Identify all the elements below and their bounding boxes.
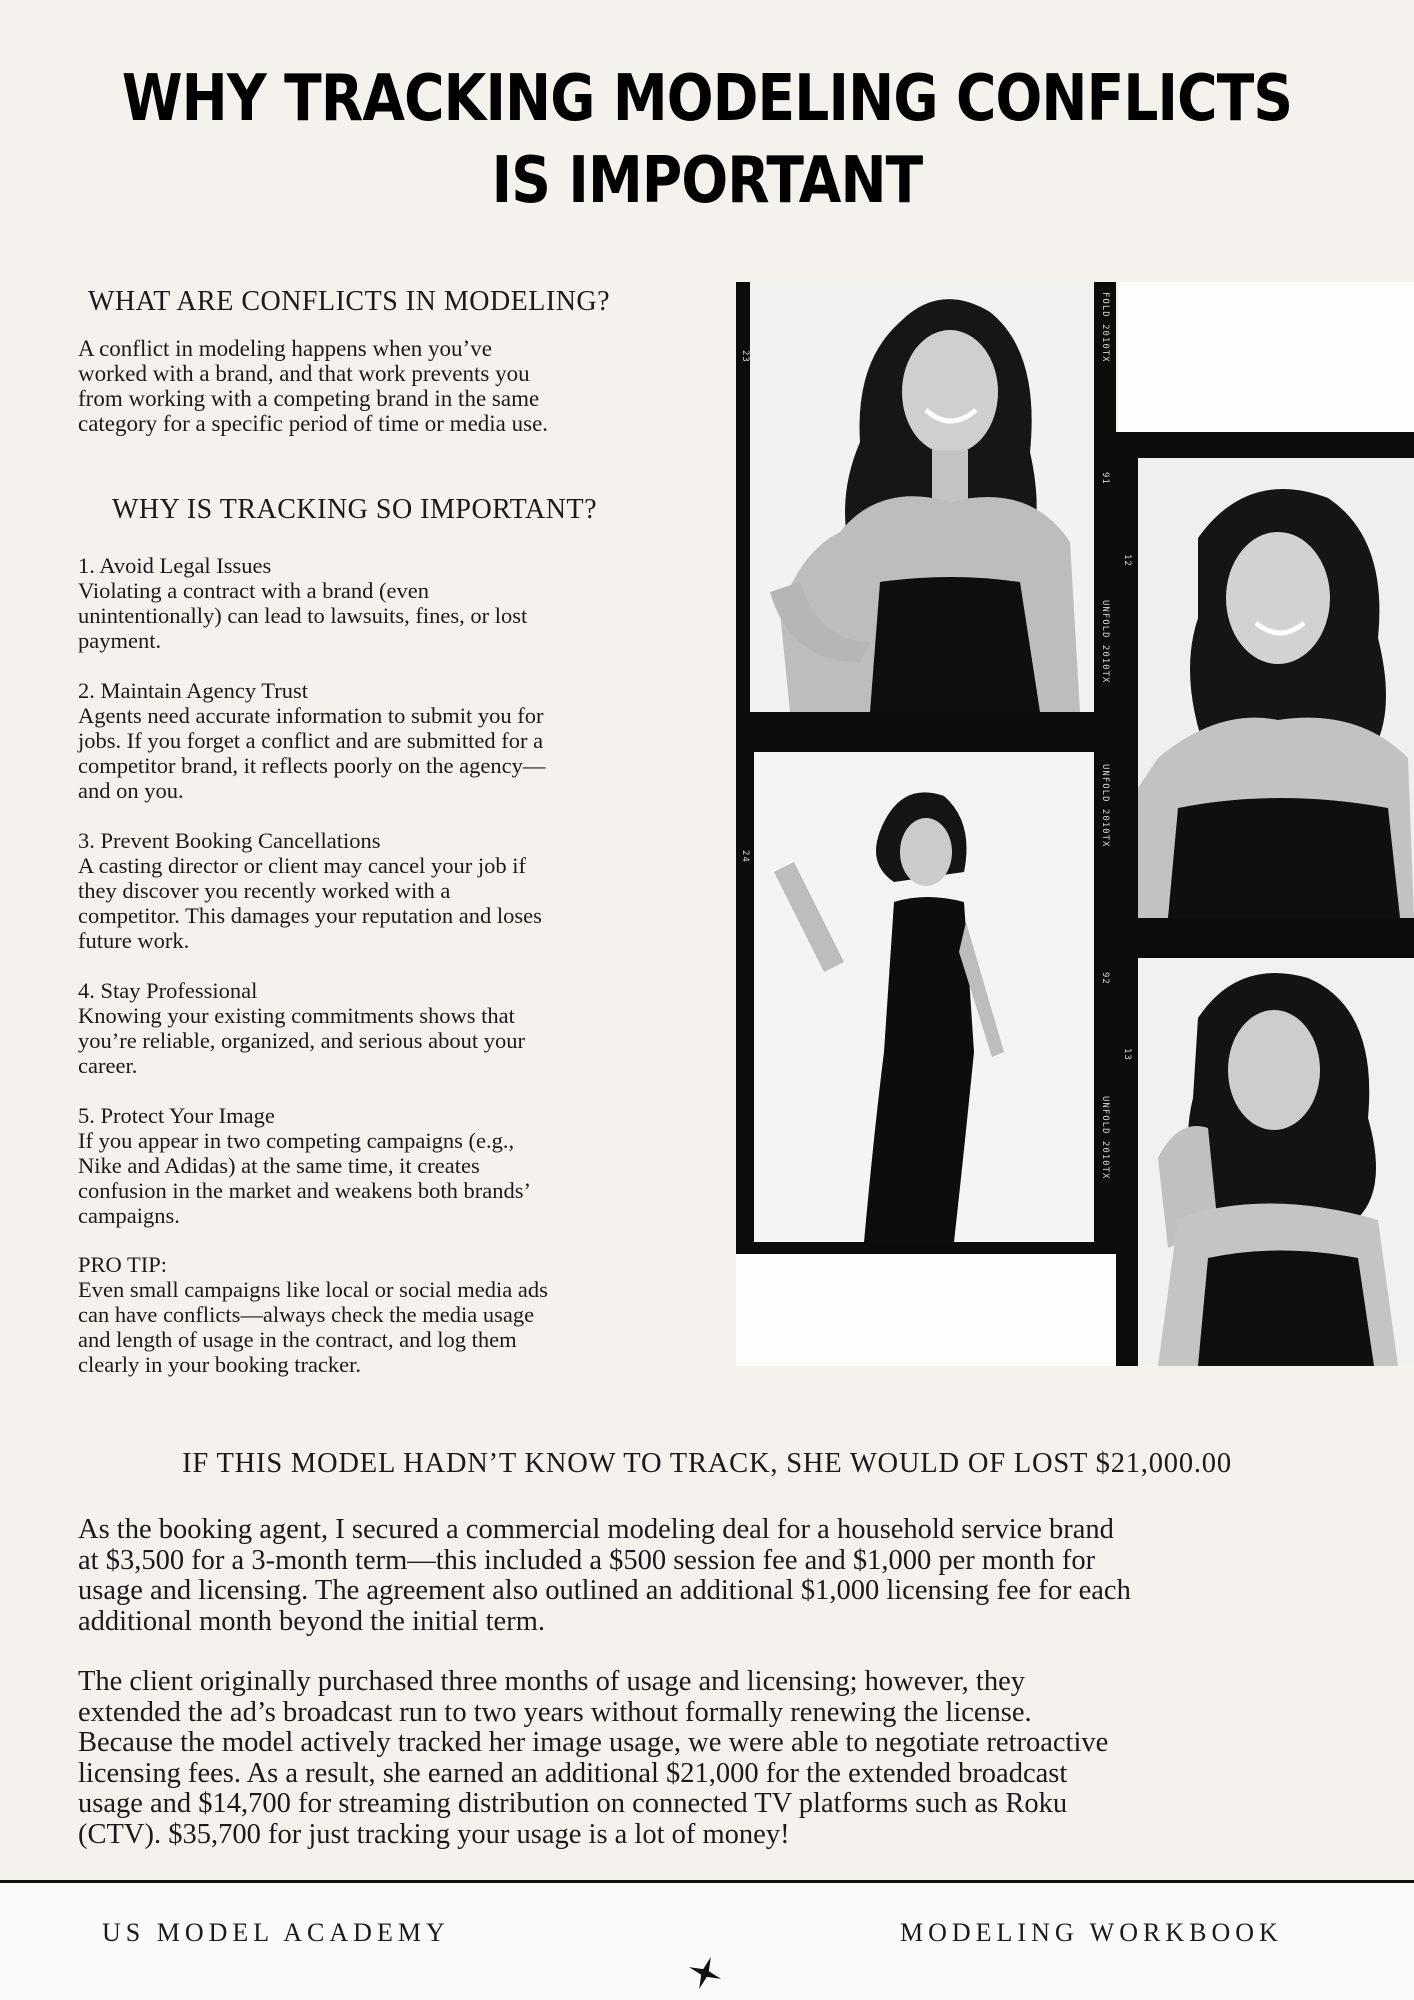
what-line: from working with a competing brand in the same [78,386,540,411]
reasons-list [78,553,718,1253]
story-line: at $3,500 for a 3-month term—this included a $500 session fee and $1,000 per month for [78,1544,1096,1576]
why-heading: WHY IS TRACKING SO IMPORTANT? [112,494,598,525]
story-line: Because the model actively tracked her image usage, we were able to negotiate retroactive [78,1727,1109,1758]
story-line: extended the ad’s broadcast run to two years without formally renewing the license. [78,1696,1032,1728]
pro-tip-line: can have conflicts—always check the media usage [78,1302,535,1327]
pro-tip [78,1252,718,1377]
reason-item [78,978,718,1078]
what-heading: WHAT ARE CONFLICTS IN MODELING? [88,286,611,317]
model-photo-4 [1138,958,1414,1366]
story-line: As the booking agent, I secured a commercial modeling deal for a household service brand [78,1514,1114,1545]
what-line: worked with a brand, and that work prevents you [78,361,530,386]
story-line: usage and $14,700 for streaming distribution on connected TV platforms such as Roku [78,1788,1068,1819]
model-photo-3-graphic [754,752,1094,1242]
story-line: licensing fees. As a result, she earned an additional $21,000 for the extended broadcast [78,1757,1068,1789]
reason-line: campaigns. [78,1203,180,1228]
reason-line: payment. [78,628,162,653]
sparkle-star-icon [688,1956,722,1990]
reason-line: Agents need accurate information to submit you for [78,703,544,728]
story-section [78,1515,1378,1880]
reason-item [78,678,718,803]
reason-line: Nike and Adidas) at the same time, it creates [78,1153,480,1178]
film-label: 23 [740,350,750,363]
what-line: A conflict in modeling happens when you’ve [78,336,492,361]
what-paragraph [78,336,698,436]
reason-item [78,1103,718,1228]
reason-title: 3. Prevent Booking Cancellations [78,828,381,853]
reason-line: competitor brand, it reflects poorly on the agency— [78,753,546,778]
title-line-1: WHY TRACKING MODELING CONFLICTS [121,62,1293,136]
pro-tip-label: PRO TIP: [78,1252,167,1277]
film-label: UNFOLD 2010TX [1100,764,1110,848]
reason-line: you’re reliable, organized, and serious about your [78,1028,525,1053]
reason-line: confusion in the market and weakens both brands’ [78,1178,531,1203]
film-label: FOLD 2010TX [1100,292,1110,363]
film-label: 91 [1100,472,1110,485]
story-line: (CTV). $35,700 for just tracking your usage is a lot of money! [78,1818,790,1850]
model-photo-1-graphic [750,282,1094,712]
model-photo-2-graphic [1138,458,1414,918]
pro-tip-line: clearly in your booking tracker. [78,1352,362,1377]
reason-line: A casting director or client may cancel your job if [78,853,526,878]
story-paragraph-1 [78,1515,1378,1637]
model-photo-3 [754,752,1094,1242]
story-line: usage and licensing. The agreement also outlined an additional $1,000 licensing fee for each [78,1575,1131,1606]
reason-item [78,828,718,953]
reason-item [78,553,718,653]
blank-frame-top-right [1118,282,1414,432]
model-photo-4-graphic [1138,958,1414,1366]
reason-line: unintentionally) can lead to lawsuits, fines, or lost [78,603,528,628]
film-label: UNFOLD 2010TX [1100,1096,1110,1180]
reason-line: and on you. [78,778,184,803]
reason-line: Violating a contract with a brand (even [78,578,430,603]
photo-collage [736,282,1414,1366]
pro-tip-line: Even small campaigns like local or social media ads [78,1277,548,1302]
reason-line: competitor. This damages your reputation and loses [78,903,542,928]
story-line: additional month beyond the initial term. [78,1605,545,1637]
footer-brand: US MODEL ACADEMY [102,1918,450,1947]
page-title [99,58,1315,222]
film-label: 12 [1122,554,1132,567]
lost-heading: IF THIS MODEL HADN’T KNOW TO TRACK, SHE WOULD OF LOST $21,000.00 [182,1448,1232,1479]
story-paragraph-2 [78,1667,1378,1850]
reason-line: If you appear in two competing campaigns (e.g., [78,1128,515,1153]
film-label: 92 [1100,972,1110,985]
reason-title: 2. Maintain Agency Trust [78,678,309,703]
model-photo-1 [750,282,1094,712]
reason-title: 1. Avoid Legal Issues [78,553,272,578]
film-label: UNFOLD 2010TX [1100,600,1110,684]
pro-tip-line: and length of usage in the contract, and log them [78,1327,517,1352]
title-line-2: IS IMPORTANT [491,144,923,218]
what-line: category for a specific period of time or media use. [78,411,549,436]
film-label: 24 [740,850,750,863]
reason-line: Knowing your existing commitments shows that [78,1003,515,1028]
reason-title: 5. Protect Your Image [78,1103,275,1128]
blank-frame-bottom-left [736,1254,1116,1366]
reason-line: they discover you recently worked with a [78,878,451,903]
reason-line: career. [78,1053,138,1078]
reason-line: jobs. If you forget a conflict and are submitted for a [78,728,544,753]
reason-title: 4. Stay Professional [78,978,258,1003]
footer-workbook: MODELING WORKBOOK [900,1918,1283,1947]
film-label: 13 [1122,1048,1132,1061]
reason-line: future work. [78,928,190,953]
model-photo-2 [1138,458,1414,918]
story-line: The client originally purchased three months of usage and licensing; however, they [78,1666,1025,1697]
